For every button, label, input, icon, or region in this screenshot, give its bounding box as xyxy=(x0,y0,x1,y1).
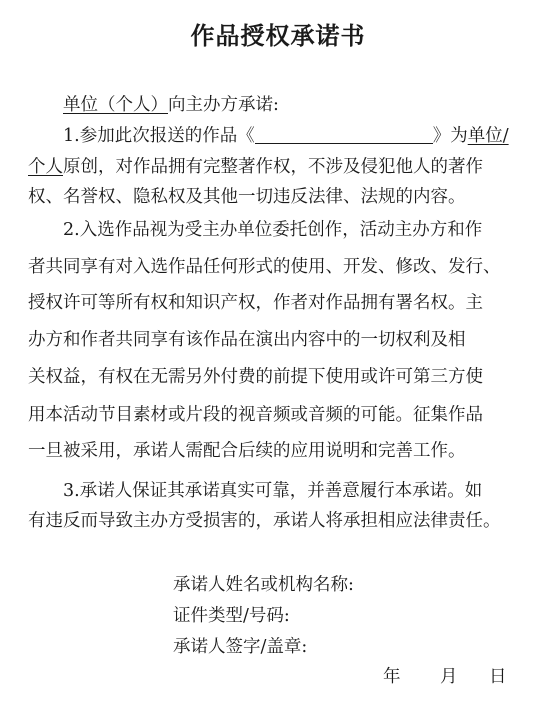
clause1-line2-rest: 原创，对作品拥有完整著作权，不涉及侵犯他人的著作 xyxy=(63,157,483,177)
clause2-line: 授权许可等所有权和知识产权，作者对作品拥有署名权。主 xyxy=(28,293,483,313)
clause1-owner-line1: 单位/ xyxy=(467,126,509,146)
clause2-line: 者共同享有对入选作品任何形式的使用、开发、修改、发行、 xyxy=(28,257,501,277)
intro-line xyxy=(63,94,556,116)
intro-subject: 单位（个人） xyxy=(63,95,168,115)
clause2-line: 关权益，有权在无需另外付费的前提下使用或许可第三方使 xyxy=(28,367,483,387)
clause1-prefix: 1.参加此次报送的作品《 xyxy=(63,126,255,146)
document-title: 作品授权承诺书 xyxy=(190,21,366,50)
clause3-line: 3.承诺人保证其承诺真实可靠，并善意履行本承诺。如 xyxy=(63,481,483,501)
signature-stamp-label: 承诺人签字/盖章: xyxy=(173,637,308,657)
clause1-owner-line2: 个人 xyxy=(28,157,63,177)
clause2-line: 办方和作者共同享有该作品在演出内容中的一切权利及相 xyxy=(28,330,466,350)
date-day: 日 xyxy=(489,667,507,687)
id-type-label: 证件类型/号码: xyxy=(173,606,290,626)
clause1-line2 xyxy=(28,156,538,178)
intro-rest: 向主办方承诺: xyxy=(168,95,279,115)
clause1-line3: 权、名誉权、隐私权及其他一切违反法律、法规的内容。 xyxy=(28,187,466,207)
clause2-line: 一旦被采用，承诺人需配合后续的应用说明和完善工作。 xyxy=(28,441,466,461)
clause2-line: 用本活动节目素材或片段的视音频或音频的可能。征集作品 xyxy=(28,405,483,425)
clause1-line1 xyxy=(63,125,556,147)
work-title-blank[interactable] xyxy=(255,126,433,144)
clause1-suffix: 》为 xyxy=(432,126,468,146)
clause3-line: 有违反而导致主办方受损害的，承诺人将承担相应法律责任。 xyxy=(28,511,501,531)
clause2-line: 2.入选作品视为受主办单位委托创作，活动主办方和作 xyxy=(63,220,483,240)
date-month: 月 xyxy=(440,667,458,687)
date-year: 年 xyxy=(383,667,401,687)
signer-name-label: 承诺人姓名或机构名称: xyxy=(173,575,354,595)
